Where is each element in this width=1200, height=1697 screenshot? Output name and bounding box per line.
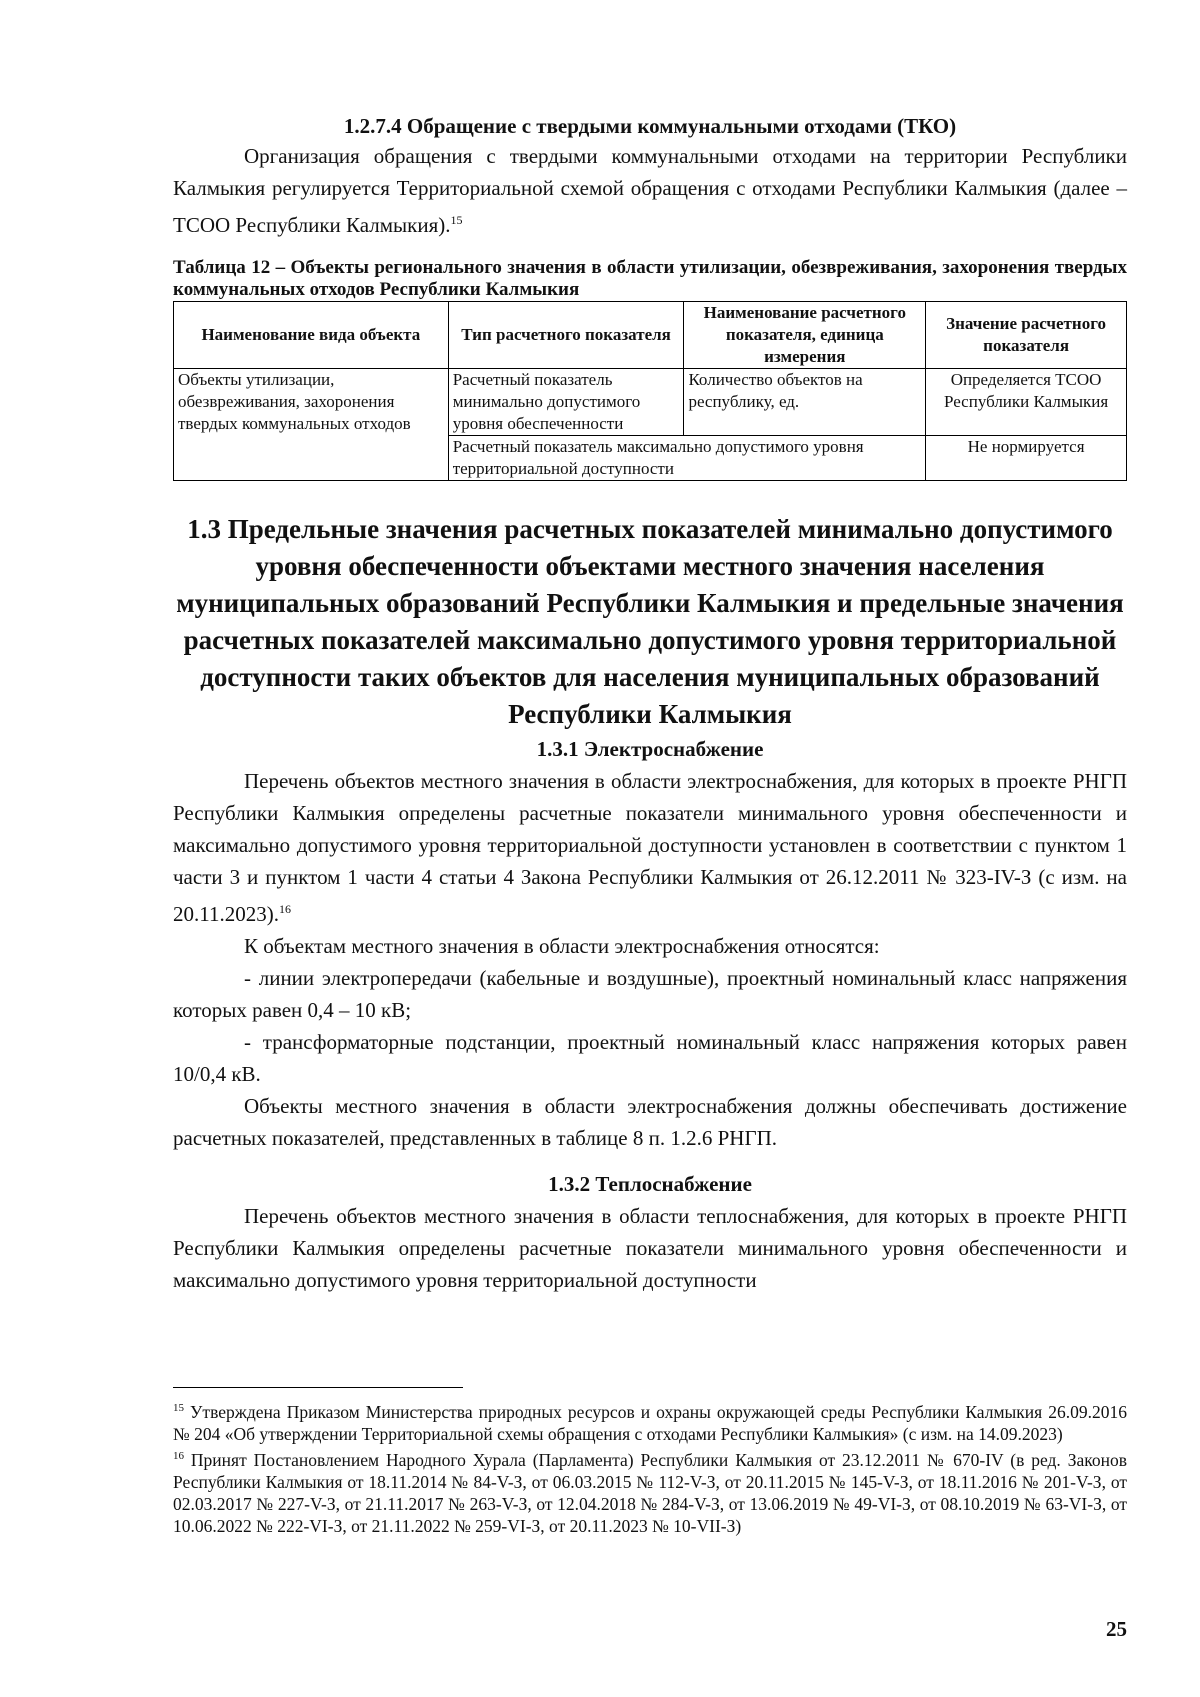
footnote-ref-15[interactable]: 15 — [450, 213, 463, 227]
table-row — [174, 369, 1127, 436]
section-1274-paragraph — [173, 140, 1127, 241]
section-131-paragraph — [173, 765, 1127, 930]
footnote-text: Принят Постановлением Народного Хурала (Парламента) Республики Калмыкия от 23.12.2011 № 670-IV (в ред. Законов Республики Калмыкия от 18.11.2014 № 84-V-З, от 06.03.2015 № 112-V-З, от 20.11.2015 № 145-V-З, от 18.11.2016 № 201-V-З, от 02.03.2017 № 227-V-З, от 21.11.2017 № 263-V-З, от 12.04.2018 № 284-V-З, от 13.06.2019 № 49-VI-З, от 08.10.2019 № 63-VI-З, от 10.06.2022 № 222-VI-З, от 21.11.2022 № 259-VI-З, от 20.11.2023 № 10-VII-З) — [173, 1449, 1127, 1536]
section-132-paragraph: Перечень объектов местного значения в области теплоснабжения, для которых в проекте РНГП Республики Калмыкия определены расчетные показатели минимального уровня обеспеченности и максимально допустимого уровня территориальной доступности — [173, 1204, 1127, 1292]
table-cell-object: Объекты утилизации, обезвреживания, захоронения твердых коммунальных отходов — [174, 369, 449, 481]
page-number: 25 — [1106, 1617, 1127, 1641]
table-12-caption: Таблица 12 – Объекты регионального значения в области утилизации, обезвреживания, захоронения твердых коммунальных отходов Республики Калмыкия — [173, 257, 1127, 300]
section-13-heading: 1.3 Предельные значения расчетных показателей минимально допустимого уровня обеспеченности объектами местного значения населения муниципальных образований Республики Калмыкия и предельные значения расчетных показателей максимально допустимого уровня территориальной доступности таких объектов для населения муниципальных образований Республики Калмыкия — [176, 514, 1124, 729]
section-1274-text: Организация обращения с твердыми коммунальными отходами на территории Республики Калмыкия регулируется Территориальной схемой обращения с отходами Республики Калмыкия (далее – ТСОО Республики Калмыкия). — [173, 144, 1127, 237]
footnote-16 — [173, 1445, 1127, 1537]
list-item: - линии электропередачи (кабельные и воздушные), проектный номинальный класс напряжения которых равен 0,4 – 10 кВ; — [173, 966, 1127, 1022]
page-content — [173, 112, 1127, 1296]
footnote-separator — [173, 1387, 463, 1388]
table-header-cell: Тип расчетного показателя — [448, 302, 684, 369]
section-132-heading: 1.3.2 Теплоснабжение — [548, 1172, 752, 1196]
footnote-text: Утверждена Приказом Министерства природных ресурсов и охраны окружающей среды Республики Калмыкия 26.09.2016 № 204 «Об утверждении Территориальной схемы обращения с отходами Республики Калмыкия» (с изм. на 14.09.2023) — [173, 1401, 1127, 1444]
section-131-heading: 1.3.1 Электроснабжение — [536, 737, 764, 761]
footnote-ref-16[interactable]: 16 — [278, 902, 291, 916]
table-header-cell: Значение расчетного показателя — [926, 302, 1127, 369]
table-cell-value: Не нормируется — [926, 436, 1127, 481]
section-131-paragraph: К объектам местного значения в области электроснабжения относятся: — [244, 934, 880, 958]
section-131-paragraph: Объекты местного значения в области электроснабжения должны обеспечивать достижение расчетных показателей, представленных в таблице 8 п. 1.2.6 РНГП. — [173, 1094, 1127, 1150]
section-131-text: Перечень объектов местного значения в области электроснабжения, для которых в проекте РНГП Республики Калмыкия определены расчетные показатели минимального уровня обеспеченности и максимально допустимого уровня территориальной доступности установлен в соответствии с пунктом 1 части 3 и пунктом 1 части 4 статьи 4 Закона Республики Калмыкия от 26.12.2011 № 323-IV-З (с изм. на 20.11.2023). — [173, 769, 1127, 926]
table-12 — [173, 301, 1127, 481]
footnote-number: 16 — [173, 1449, 184, 1462]
section-1274-heading: 1.2.7.4 Обращение с твердыми коммунальными отходами (ТКО) — [343, 114, 957, 138]
table-cell-value: Определяется ТСОО Республики Калмыкия — [926, 369, 1127, 436]
list-item: - трансформаторные подстанции, проектный номинальный класс напряжения которых равен 10/0,4 кВ. — [173, 1030, 1127, 1086]
table-cell-type: Расчетный показатель минимально допустимого уровня обеспеченности — [448, 369, 684, 436]
table-header-cell: Наименование вида объекта — [174, 302, 449, 369]
table-header-cell: Наименование расчетного показателя, единица измерения — [684, 302, 926, 369]
table-cell-type: Расчетный показатель максимально допустимого уровня территориальной доступности — [448, 436, 925, 481]
footnote-number: 15 — [173, 1402, 184, 1414]
footnotes — [173, 1397, 1127, 1537]
spacer — [173, 1154, 1127, 1168]
table-cell-name: Количество объектов на республику, ед. — [684, 369, 926, 436]
footnote-15 — [173, 1397, 1127, 1445]
table-header-row — [174, 302, 1127, 369]
